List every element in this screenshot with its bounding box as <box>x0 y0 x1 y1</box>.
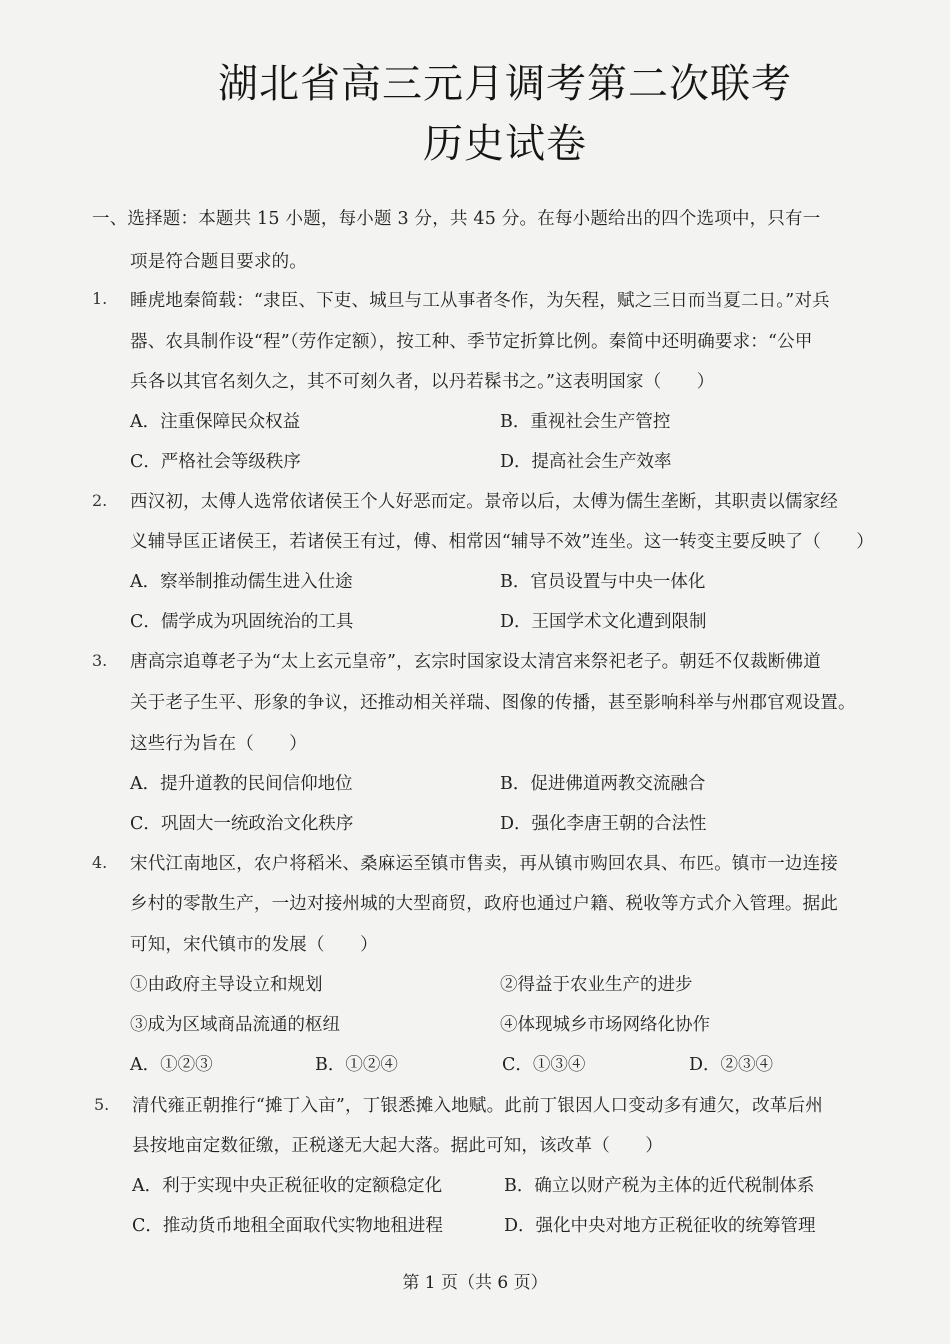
question-2-line-1: 西汉初，太傅人选常依诸侯王个人好恶而定。景帝以后，太傅为儒生垄断，其职责以儒家经 <box>130 492 838 512</box>
question-1-line-3: 兵各以其官名刻久之，其不可刻久者，以丹若髹书之。”这表明国家（ ） <box>130 372 715 392</box>
question-number-1: 1. <box>92 289 108 308</box>
question-3-option-c: C．巩固大一统政治文化秩序 <box>130 814 354 834</box>
section-instruction-line-2: 项是符合题目要求的。 <box>130 252 307 272</box>
question-4-statement-1: ①由政府主导设立和规划 <box>130 975 323 995</box>
question-2-option-d: D．王国学术文化遭到限制 <box>500 612 707 632</box>
question-2-line-2: 义辅导匡正诸侯王，若诸侯王有过，傅、相常因“辅导不效”连坐。这一转变主要反映了（ ） <box>130 532 874 552</box>
question-3-option-d: D．强化李唐王朝的合法性 <box>500 814 707 834</box>
question-3-line-2: 关于老子生平、形象的争议，还推动相关祥瑞、图像的传播，甚至影响科举与州郡官观设置。 <box>130 693 856 713</box>
question-1-option-a: A．注重保障民众权益 <box>130 412 301 432</box>
question-2-option-c: C．儒学成为巩固统治的工具 <box>130 612 354 632</box>
question-number-2: 2. <box>92 491 108 510</box>
question-3-line-3: 这些行为旨在（ ） <box>130 734 307 754</box>
question-4-option-a: A．①②③ <box>130 1055 213 1075</box>
exam-title: 湖北省高三元月调考第二次联考 <box>218 61 792 107</box>
question-number-5: 5. <box>94 1095 110 1114</box>
question-4-line-1: 宋代江南地区，农户将稻米、桑麻运至镇市售卖，再从镇市购回农具、布匹。镇市一边连接 <box>130 854 838 874</box>
question-4-line-3: 可知，宋代镇市的发展（ ） <box>130 935 378 955</box>
exam-subtitle: 历史试卷 <box>423 121 587 167</box>
question-5-line-2: 县按地亩定数征缴，正税遂无大起大落。据此可知，该改革（ ） <box>132 1136 663 1156</box>
question-1-line-2: 器、农具制作设“程”（劳作定额），按工种、季节定折算比例。秦简中还明确要求：“公甲 <box>130 332 813 352</box>
question-4-option-b: B．①②④ <box>315 1055 398 1075</box>
question-3-line-1: 唐高宗追尊老子为“太上玄元皇帝”，玄宗时国家设太清宫来祭祀老子。朝廷不仅裁断佛道 <box>130 652 821 672</box>
question-number-4: 4. <box>92 853 108 872</box>
question-1-option-b: B．重视社会生产管控 <box>500 412 671 432</box>
question-5-option-a: A．利于实现中央正税征收的定额稳定化 <box>132 1176 443 1196</box>
question-4-line-2: 乡村的零散生产，一边对接州城的大型商贸，政府也通过户籍、税收等方式介入管理。据此 <box>130 894 838 914</box>
question-4-statement-3: ③成为区域商品流通的枢纽 <box>130 1015 340 1035</box>
question-2-option-b: B．官员设置与中央一体化 <box>500 572 706 592</box>
question-5-option-b: B．确立以财产税为主体的近代税制体系 <box>504 1176 815 1196</box>
question-3-option-b: B．促进佛道两教交流融合 <box>500 774 706 794</box>
question-5-line-1: 清代雍正朝推行“摊丁入亩”，丁银悉摊入地赋。此前丁银因人口变动多有逋欠，改革后州 <box>132 1096 823 1116</box>
question-4-option-d: D．②③④ <box>689 1055 774 1075</box>
question-5-option-d: D．强化中央对地方正税征收的统筹管理 <box>504 1216 816 1236</box>
question-1-line-1: 睡虎地秦简载：“隶臣、下吏、城旦与工从事者冬作，为矢程，赋之三日而当夏二日。”对兵 <box>130 291 830 311</box>
page-number: 第 1 页（共 6 页） <box>402 1273 548 1293</box>
question-4-option-c: C．①③④ <box>502 1055 586 1075</box>
question-2-option-a: A．察举制推动儒生进入仕途 <box>130 572 353 592</box>
question-3-option-a: A．提升道教的民间信仰地位 <box>130 774 353 794</box>
question-number-3: 3. <box>92 651 108 670</box>
question-5-option-c: C．推动货币地租全面取代实物地租进程 <box>132 1216 443 1236</box>
question-1-option-c: C．严格社会等级秩序 <box>130 452 301 472</box>
question-4-statement-2: ②得益于农业生产的进步 <box>500 975 693 995</box>
question-4-statement-4: ④体现城乡市场网络化协作 <box>500 1015 710 1035</box>
section-instruction-line-1: 一、选择题：本题共 15 小题，每小题 3 分，共 45 分。在每小题给出的四个选项中，只有一 <box>92 209 821 229</box>
question-1-option-d: D．提高社会生产效率 <box>500 452 672 472</box>
